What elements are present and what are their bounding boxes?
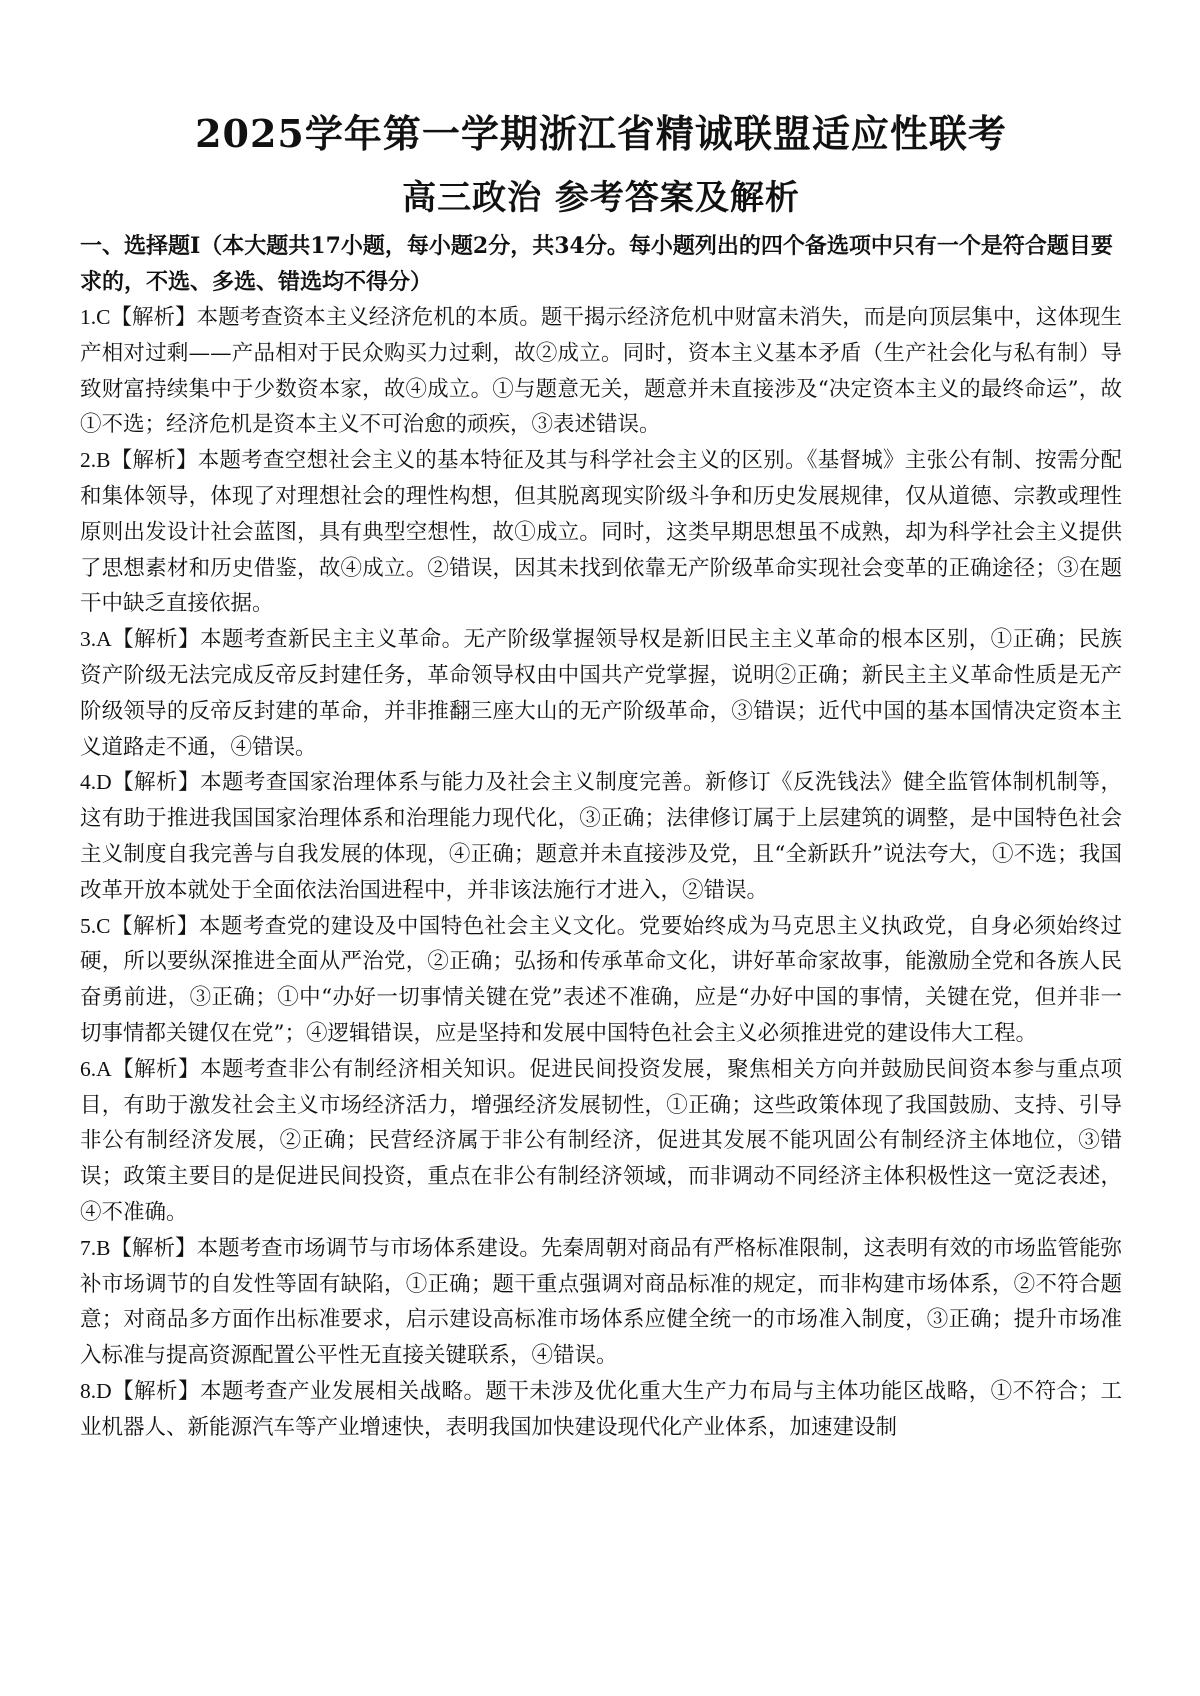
answer-item-1 bbox=[80, 300, 1122, 443]
answer-number: 7.B bbox=[80, 1235, 111, 1260]
answer-item-4 bbox=[80, 765, 1122, 908]
answer-explanation: 【解析】本题考查党的建设及中国特色社会主义文化。党要始终成为马克思主义执政党，自身必须始终过硬，所以要纵深推进全面从严治党，②正确；弘扬和传承革命文化，讲好革命家故事，能激励全党和各族人民奋勇前进，③正确；①中“办好一切事情关键在党”表述不准确，应是“办好中国的事情，关键在党，但并非一切事情都关键仅在党”；④逻辑错误，应是坚持和发展中国特色社会主义必须推进党的建设伟大工程。 bbox=[80, 913, 1122, 1046]
answer-number: 8.D bbox=[80, 1378, 112, 1403]
answer-item-7 bbox=[80, 1231, 1122, 1374]
answer-explanation: 【解析】本题考查资本主义经济危机的本质。题干揭示经济危机中财富未消失，而是向顶层集中，这体现生产相对过剩——产品相对于民众购买力过剩，故②成立。同时，资本主义基本矛盾（生产社会化与私有制）导致财富持续集中于少数资本家，故④成立。①与题意无关，题意并未直接涉及“决定资本主义的最终命运”，故①不选；经济危机是资本主义不可治愈的顽疾，③表述错误。 bbox=[80, 305, 1122, 438]
answer-number: 1.C bbox=[80, 305, 111, 329]
answer-number: 6.A bbox=[80, 1056, 112, 1081]
document-title: 2025学年第一学期浙江省精诚联盟适应性联考 bbox=[195, 111, 1007, 156]
answer-item-6 bbox=[80, 1052, 1122, 1231]
answer-item-8 bbox=[80, 1374, 1122, 1446]
answer-item-5 bbox=[80, 909, 1122, 1052]
answer-explanation: 【解析】本题考查新民主主义革命。无产阶级掌握领导权是新旧民主主义革命的根本区别，①正确；民族资产阶级无法完成反帝反封建任务，革命领导权由中国共产党掌握，说明②正确；新民主主义革命性质是无产阶级领导的反帝反封建的革命，并非推翻三座大山的无产阶级革命，③错误；近代中国的基本国情决定资本主义道路走不通，④错误。 bbox=[80, 627, 1122, 760]
answer-explanation: 【解析】本题考查产业发展相关战略。题干未涉及优化重大生产力布局与主体功能区战略，①不符合；工业机器人、新能源汽车等产业增速快，表明我国加快建设现代化产业体系，加速建设制 bbox=[80, 1378, 1122, 1440]
answer-explanation: 【解析】本题考查非公有制经济相关知识。促进民间投资发展，聚焦相关方向并鼓励民间资本参与重点项目，有助于激发社会主义市场经济活力，增强经济发展韧性，①正确；这些政策体现了我国鼓励、支持、引导非公有制经济发展，②正确；民营经济属于非公有制经济，促进其发展不能巩固公有制经济主体地位，③错误；政策主要目的是促进民间投资，重点在非公有制经济领域，而非调动不同经济主体积极性这一宽泛表述，④不准确。 bbox=[80, 1056, 1122, 1225]
answer-item-2 bbox=[80, 443, 1122, 622]
answer-number: 5.C bbox=[80, 913, 111, 938]
section-heading: 一、选择题Ⅰ（本大题共17小题，每小题2分，共34分。每小题列出的四个备选项中只有一个是符合题目要求的，不选、多选、错选均不得分） bbox=[80, 233, 1113, 295]
answer-number: 2.B bbox=[80, 448, 111, 473]
answer-number: 3.A bbox=[80, 627, 112, 652]
answer-item-3 bbox=[80, 622, 1122, 765]
answer-explanation: 【解析】本题考查国家治理体系与能力及社会主义制度完善。新修订《反洗钱法》健全监管体制机制等，这有助于推进我国国家治理体系和治理能力现代化，③正确；法律修订属于上层建筑的调整，是中国特色社会主义制度自我完善与自我发展的体现，④正确；题意并未直接涉及党，且“全新跃升”说法夸大，①不选；我国改革开放本就处于全面依法治国进程中，并非该法施行才进入，②错误。 bbox=[80, 770, 1122, 903]
answer-explanation: 【解析】本题考查市场调节与市场体系建设。先秦周朝对商品有严格标准限制，这表明有效的市场监管能弥补市场调节的自发性等固有缺陷，①正确；题干重点强调对商品标准的规定，而非构建市场体系，②不符合题意；对商品多方面作出标准要求，启示建设高标准市场体系应健全统一的市场准入制度，③正确；提升市场准入标准与提高资源配置公平性无直接关键联系，④错误。 bbox=[80, 1235, 1122, 1369]
answer-explanation: 【解析】本题考查空想社会主义的基本特征及其与科学社会主义的区别。《基督城》主张公有制、按需分配和集体领导，体现了对理想社会的理性构想，但其脱离现实阶级斗争和历史发展规律，仅从道德、宗教或理性原则出发设计社会蓝图，具有典型空想性，故①成立。同时，这类早期思想虽不成熟，却为科学社会主义提供了思想素材和历史借鉴，故④成立。②错误，因其未找到依靠无产阶级革命实现社会变革的正确途径；③在题干中缺乏直接依据。 bbox=[80, 448, 1122, 617]
answer-number: 4.D bbox=[80, 770, 112, 795]
document-subtitle: 高三政治 参考答案及解析 bbox=[402, 178, 800, 218]
